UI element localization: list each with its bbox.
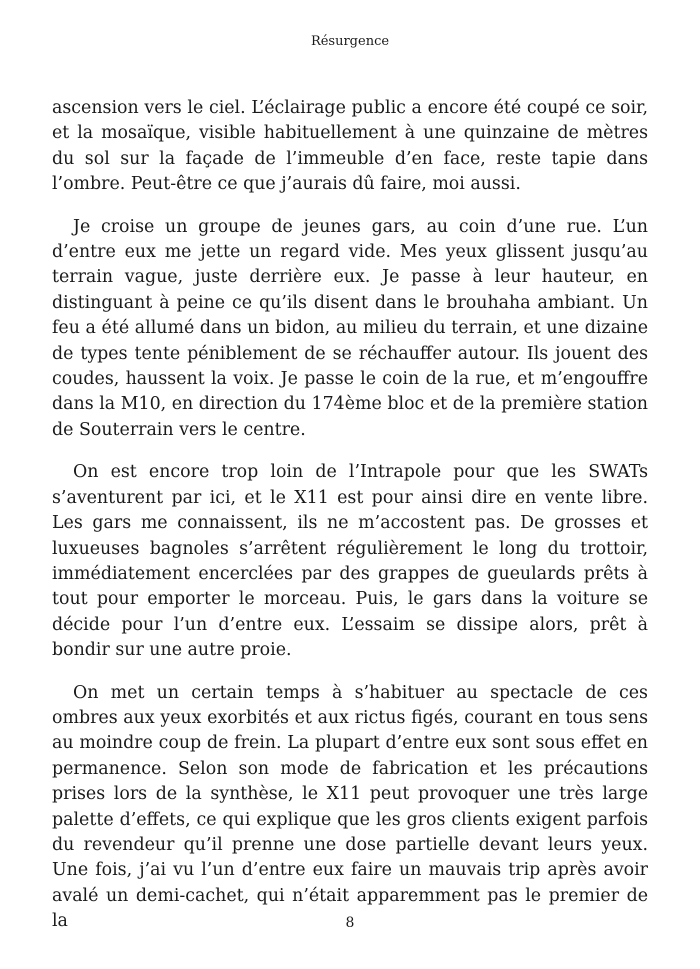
body-text <box>52 96 648 935</box>
running-header: Résurgence <box>310 34 390 49</box>
paragraph-continued: ascension vers le ciel. L’éclairage public a encore été coupé ce soir, et la mosaïque, visible habituellement à une quinzaine de mètres du sol sur la façade de l’immeuble d’en face, reste tapie dans l’ombre. Peut-être ce que j’aurais dû faire, moi aussi. <box>52 98 648 195</box>
paragraph: On est encore trop loin de l’Intrapole pour que les SWATs s’aventurent par ici, et le X11 est pour ainsi dire en vente libre. Les gars me connaissent, ils ne m’accostent pas. De grosses et luxueuses bagnoles s’arrêtent régulièrement le long du trottoir, immédiatement encerclées par des grappes de gueulards prêts à tout pour emporter le morceau. Puis, le gars dans la voiture se décide pour l’un d’entre eux. L’essaim se dissipe alors, prêt à bondir sur une autre proie. <box>52 462 648 661</box>
page-number: 8 <box>345 915 355 931</box>
paragraph: Je croise un groupe de jeunes gars, au coin d’une rue. L’un d’entre eux me jette un regard vide. Mes yeux glissent jusqu’au terrain vague, juste derrière eux. Je passe à leur hauteur, en distinguant à peine ce qu’ils disent dans le brouhaha ambiant. Un feu a été allumé dans un bidon, au milieu du terrain, et une dizaine de types tente péniblement de se réchauffer autour. Ils jouent des coudes, haussent la voix. Je passe le coin de la rue, et m’engouffre dans la M10, en direction du 174ème bloc et de la première station de Souterrain vers le centre. <box>52 216 648 440</box>
paragraph: On met un certain temps à s’habituer au spectacle de ces ombres aux yeux exorbités et aux rictus figés, courant en tous sens au moindre coup de frein. La plupart d’entre eux sont sous effet en permanence. Selon son mode de fabrication et les précautions prises lors de la synthèse, le X11 peut provoquer une très large palette d’effets, ce qui explique que les gros clients exigent parfois du revendeur qu’il prenne une dose partielle devant leurs yeux. Une fois, j’ai vu l’un d’entre eux faire un mauvais trip après avoir avalé un demi-cachet, qui n’était apparemment pas le premier de la <box>52 682 648 932</box>
